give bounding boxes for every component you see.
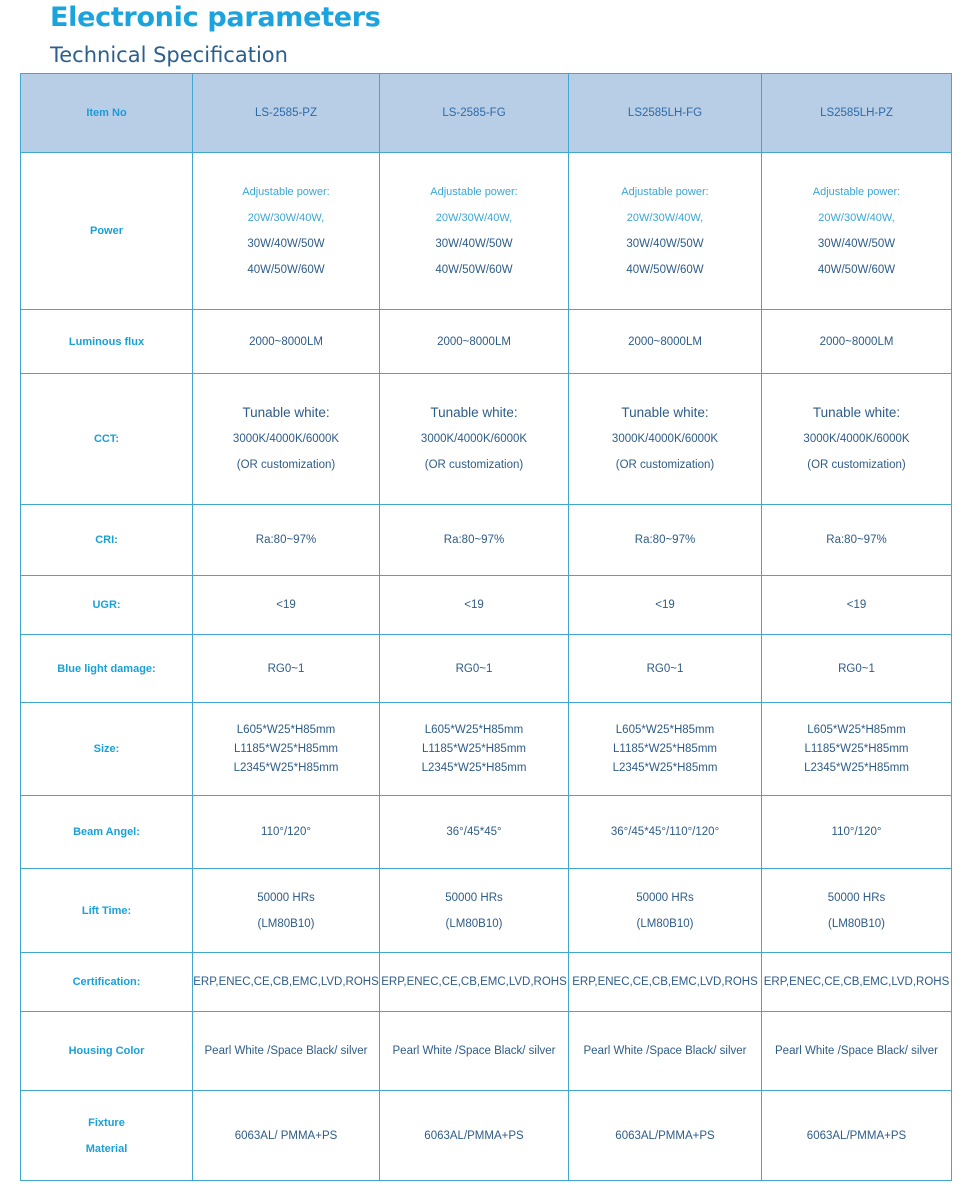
spec-value	[193, 1012, 380, 1091]
spec-value	[193, 505, 380, 576]
row-label: CRI:	[21, 505, 193, 576]
spec-value: 6063AL/PMMA+PS	[380, 1091, 569, 1181]
spec-value-line: L1185*W25*H85mm	[422, 742, 526, 755]
spec-value-line: (OR customization)	[236, 459, 336, 471]
spec-value-line: (LM80B10)	[636, 917, 694, 930]
spec-value	[193, 374, 380, 505]
spec-value-line: L1185*W25*H85mm	[613, 742, 717, 755]
spec-value-line: L605*W25*H85mm	[807, 723, 906, 736]
row-label: Lift Time:	[21, 869, 193, 953]
spec-value	[193, 310, 380, 374]
spec-value-line: RG0~1	[455, 662, 493, 675]
spec-value-line: Pearl White /Space Black/ silver	[583, 1045, 747, 1057]
spec-value-line: 30W/40W/50W	[817, 238, 896, 250]
spec-value-line: 40W/50W/60W	[626, 264, 704, 276]
page-subtitle: Technical Specification	[50, 43, 288, 67]
spec-value	[762, 374, 952, 505]
spec-value	[762, 153, 952, 310]
spec-value-line: L2345*W25*H85mm	[233, 761, 339, 774]
spec-value-line: Ra:80~97%	[443, 534, 505, 546]
row-label: Luminous flux	[21, 310, 193, 374]
spec-value-line: 3000K/4000K/6000K	[420, 433, 528, 445]
spec-value-line: Tunable white:	[242, 405, 330, 420]
spec-value	[380, 703, 569, 796]
row-label-line: Fixture	[88, 1116, 125, 1129]
spec-value	[193, 635, 380, 703]
spec-value-line: <19	[464, 599, 484, 611]
spec-value-line: 2000~8000LM	[819, 335, 894, 348]
spec-value	[380, 635, 569, 703]
row-label: Power	[21, 153, 193, 310]
spec-value-line: ERP,ENEC,CE,CB,EMC,LVD,ROHS	[193, 976, 379, 988]
spec-value	[193, 703, 380, 796]
model-header: LS-2585-FG	[380, 74, 569, 153]
spec-value-line: Tunable white:	[812, 405, 901, 420]
spec-value	[380, 310, 569, 374]
spec-value: 110°/120°	[193, 796, 380, 869]
row-label: CCT:	[21, 374, 193, 505]
spec-value-line: 2000~8000LM	[628, 335, 702, 348]
row-label	[21, 1091, 193, 1181]
spec-value-line: 40W/50W/60W	[435, 264, 513, 276]
spec-value-line: 20W/30W/40W,	[626, 212, 704, 224]
model-header: LS-2585-PZ	[193, 74, 380, 153]
spec-value-line: 2000~8000LM	[437, 335, 511, 348]
spec-value: 6063AL/ PMMA+PS	[193, 1091, 380, 1181]
spec-value	[762, 869, 952, 953]
spec-value	[193, 953, 380, 1012]
spec-value-line: 40W/50W/60W	[247, 264, 325, 276]
spec-value-line: 40W/50W/60W	[817, 264, 896, 276]
spec-value	[193, 153, 380, 310]
spec-value	[380, 953, 569, 1012]
spec-value-line: ERP,ENEC,CE,CB,EMC,LVD,ROHS	[381, 976, 567, 988]
spec-value-line: <19	[276, 599, 296, 611]
spec-value-line: (LM80B10)	[445, 917, 503, 930]
spec-value-line: (OR customization)	[424, 459, 524, 471]
spec-value-line: L605*W25*H85mm	[424, 723, 524, 736]
spec-value: 36°/45*45°/110°/120°	[569, 796, 762, 869]
spec-value-line: 50000 HRs	[257, 891, 315, 904]
spec-value	[380, 374, 569, 505]
spec-row-cct	[21, 374, 952, 505]
spec-value-line: 30W/40W/50W	[435, 238, 513, 250]
spec-value: 6063AL/PMMA+PS	[569, 1091, 762, 1181]
spec-value	[569, 153, 762, 310]
spec-value-line: 3000K/4000K/6000K	[232, 433, 340, 445]
model-header: LS2585LH-FG	[569, 74, 762, 153]
row-label: Beam Angel:	[21, 796, 193, 869]
spec-value-line: L1185*W25*H85mm	[804, 742, 909, 755]
spec-value	[569, 1012, 762, 1091]
spec-value-line: Pearl White /Space Black/ silver	[775, 1045, 938, 1057]
model-header: LS2585LH-PZ	[762, 74, 952, 153]
spec-value	[569, 953, 762, 1012]
spec-row-ugr	[21, 576, 952, 635]
spec-value-line: (OR customization)	[807, 459, 906, 471]
row-label: Certification:	[21, 953, 193, 1012]
spec-row-housing-color	[21, 1012, 952, 1091]
spec-row-luminous-flux	[21, 310, 952, 374]
spec-value: 110°/120°	[762, 796, 952, 869]
spec-value	[569, 703, 762, 796]
spec-value	[380, 576, 569, 635]
spec-value	[762, 703, 952, 796]
spec-value	[569, 576, 762, 635]
spec-value-line: <19	[846, 599, 867, 611]
spec-value-line: Adjustable power:	[242, 186, 330, 198]
spec-value-line: ERP,ENEC,CE,CB,EMC,LVD,ROHS	[572, 976, 758, 988]
spec-value	[380, 153, 569, 310]
spec-value-line: 50000 HRs	[636, 891, 694, 904]
spec-value-line: Ra:80~97%	[634, 534, 696, 546]
spec-value	[762, 635, 952, 703]
spec-value-line: RG0~1	[267, 662, 305, 675]
spec-value-line: L2345*W25*H85mm	[612, 761, 718, 774]
row-label: Housing Color	[21, 1012, 193, 1091]
spec-table	[20, 73, 952, 1181]
spec-value-line: Adjustable power:	[812, 186, 901, 198]
spec-value-line: 50000 HRs	[445, 891, 503, 904]
spec-value-line: 20W/30W/40W,	[435, 212, 513, 224]
spec-value-line: Tunable white:	[430, 405, 518, 420]
spec-value-line: 2000~8000LM	[249, 335, 323, 348]
spec-row-blue-light-damage	[21, 635, 952, 703]
spec-value-line: Ra:80~97%	[826, 534, 887, 546]
spec-value-line: (LM80B10)	[257, 917, 315, 930]
spec-value-line: L605*W25*H85mm	[615, 723, 715, 736]
spec-value-line: 30W/40W/50W	[247, 238, 325, 250]
spec-value-line: 3000K/4000K/6000K	[611, 433, 719, 445]
spec-value-line: Pearl White /Space Black/ silver	[204, 1045, 368, 1057]
spec-value-line: Ra:80~97%	[255, 534, 317, 546]
spec-value	[380, 1012, 569, 1091]
spec-value	[762, 505, 952, 576]
spec-value-line: (LM80B10)	[828, 917, 885, 930]
page-title: Electronic parameters	[50, 2, 381, 33]
spec-value	[762, 310, 952, 374]
spec-value-line: Adjustable power:	[621, 186, 709, 198]
spec-value	[569, 869, 762, 953]
row-label-line: Material	[85, 1142, 128, 1155]
spec-value-line: (OR customization)	[615, 459, 715, 471]
spec-row-fixture-material	[21, 1091, 952, 1181]
spec-value-line: L2345*W25*H85mm	[421, 761, 527, 774]
spec-value	[193, 576, 380, 635]
spec-value	[762, 576, 952, 635]
spec-value-line: Pearl White /Space Black/ silver	[392, 1045, 556, 1057]
spec-value-line: RG0~1	[838, 662, 875, 675]
spec-value-line: L1185*W25*H85mm	[234, 742, 338, 755]
spec-value: 6063AL/PMMA+PS	[762, 1091, 952, 1181]
spec-row-certification	[21, 953, 952, 1012]
spec-value-line: 50000 HRs	[827, 891, 886, 904]
spec-row-beam-angel	[21, 796, 952, 869]
spec-value-line: L2345*W25*H85mm	[804, 761, 909, 774]
spec-value	[569, 310, 762, 374]
row-label: UGR:	[21, 576, 193, 635]
spec-value-line: L605*W25*H85mm	[236, 723, 336, 736]
spec-row-cri	[21, 505, 952, 576]
spec-value	[762, 953, 952, 1012]
spec-value	[569, 505, 762, 576]
spec-value-line: ERP,ENEC,CE,CB,EMC,LVD,ROHS	[763, 976, 950, 988]
row-label: Blue light damage:	[21, 635, 193, 703]
spec-value	[569, 635, 762, 703]
spec-row-power	[21, 153, 952, 310]
spec-value: 36°/45*45°	[380, 796, 569, 869]
spec-value-line: RG0~1	[646, 662, 684, 675]
spec-value-line: 30W/40W/50W	[626, 238, 704, 250]
spec-value-line: 20W/30W/40W,	[818, 212, 895, 224]
spec-row-lift-time	[21, 869, 952, 953]
header-label: Item No	[21, 74, 193, 153]
spec-value	[762, 1012, 952, 1091]
spec-row-size	[21, 703, 952, 796]
spec-value-line: 20W/30W/40W,	[247, 212, 325, 224]
spec-value	[380, 505, 569, 576]
row-label: Size:	[21, 703, 193, 796]
spec-value	[193, 869, 380, 953]
spec-value	[569, 374, 762, 505]
spec-value-line: <19	[655, 599, 675, 611]
spec-value-line: Adjustable power:	[430, 186, 518, 198]
spec-value-line: Tunable white:	[621, 405, 709, 420]
spec-value-line: 3000K/4000K/6000K	[803, 433, 910, 445]
spec-value	[380, 869, 569, 953]
